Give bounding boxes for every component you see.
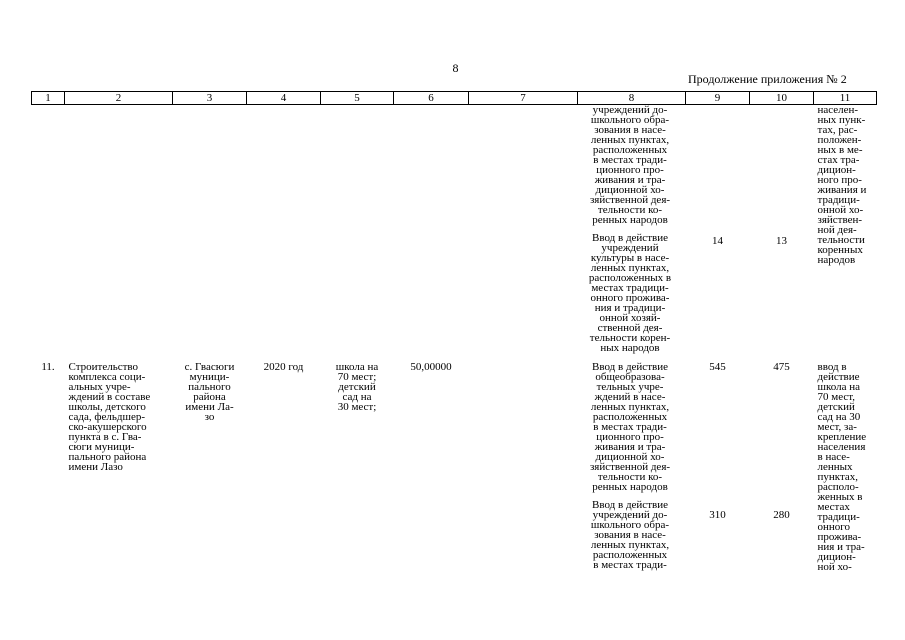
- capacity: школа на 70 мест; детский сад на 30 мест;: [335, 361, 379, 413]
- col7-value: [469, 362, 578, 572]
- table-row: [32, 362, 877, 572]
- indicator-text: Ввод в действие учреждений до- школьного обра- зования в насе- ленных пунктах, расположенных в местах тради-: [590, 499, 670, 571]
- value-2019: 14: [712, 235, 723, 247]
- object-name: Строительство комплекса соци- альных учре- ждений в составе школы, детского сада, фельдшер- ско-акушерского пункта в с. Гва- сюги муници- пального района имени Лазо: [68, 361, 151, 473]
- location: с. Гвасюги муници- пального района имени Ла- зо: [184, 361, 235, 423]
- result-text: ввод в действие школа на 70 мест, детский сад на 30 мест, за- крепление населения в насе- ленных пунктах, располо- женных в местах традици- онного прожива- ния и тра- дицион- ной хо-: [817, 361, 867, 573]
- header-col-4: 4: [247, 92, 321, 105]
- col7-value: [469, 105, 578, 354]
- value-2020-cell: [750, 105, 814, 354]
- value-2019-cell: [686, 362, 750, 572]
- value-2020: 280: [773, 509, 790, 521]
- year: [247, 105, 321, 354]
- value-2020: [754, 105, 810, 236]
- indicator-text: Ввод в действие учреждений культуры в насе- ленных пунктах, расположенных в местах традици- онного прожива- ния и традици- онной хозяй- ственной дея- тельности корен- ных народов: [588, 232, 672, 354]
- year: 2020 год: [263, 361, 304, 373]
- value-2020-cell: [750, 362, 814, 572]
- indicator-text: учреждений до- школьного обра- зования в насе- ленных пунктах, расположенных в местах тради- ционного про- живания и тра- диционной хо- зяйственной дея- тельности ко- ренных народов: [589, 104, 671, 226]
- header-col-11: 11: [814, 92, 877, 105]
- value-2020: 475: [773, 361, 790, 373]
- value-2019: [690, 105, 746, 236]
- object-name: [65, 105, 173, 354]
- header-col-1: 1: [32, 92, 65, 105]
- header-col-6: 6: [394, 92, 469, 105]
- header-col-3: 3: [173, 92, 247, 105]
- result-text: населен- ных пунк- тах, рас- положен- ных в ме- стах тра- дицион- ного про- живания и традици- онной хо- зяйствен- ной дея- тельности коренных народов: [817, 104, 867, 266]
- indicator-cell: [578, 362, 686, 572]
- row-number: [32, 105, 65, 354]
- row-number: 11.: [41, 361, 55, 373]
- header-col-9: 9: [686, 92, 750, 105]
- indicator-cell: [578, 105, 686, 354]
- funding: [394, 105, 469, 354]
- appendix-table: [31, 91, 877, 572]
- appendix-note: Продолжение приложения № 2: [688, 72, 847, 86]
- page-number: 8: [452, 61, 459, 75]
- value-2019-cell: [686, 105, 750, 354]
- header-row: [32, 92, 877, 105]
- indicator-text: Ввод в действие общеобразова- тельных учре- ждений в насе- ленных пунктах, расположенных в местах тради- ционного про- живания и тра- диционной хо- зяйственной дея- тельности ко- ренных народов: [589, 361, 671, 493]
- table-row: [32, 105, 877, 354]
- header-col-7: 7: [469, 92, 578, 105]
- header-col-5: 5: [321, 92, 394, 105]
- location: [173, 105, 247, 354]
- header-col-2: 2: [65, 92, 173, 105]
- value-2020: 13: [776, 235, 787, 247]
- header-col-8: 8: [578, 92, 686, 105]
- funding: 50,00000: [410, 361, 452, 373]
- value-2019: 310: [709, 509, 726, 521]
- capacity: [321, 105, 394, 354]
- value-2019: 545: [709, 361, 726, 373]
- header-col-10: 10: [750, 92, 814, 105]
